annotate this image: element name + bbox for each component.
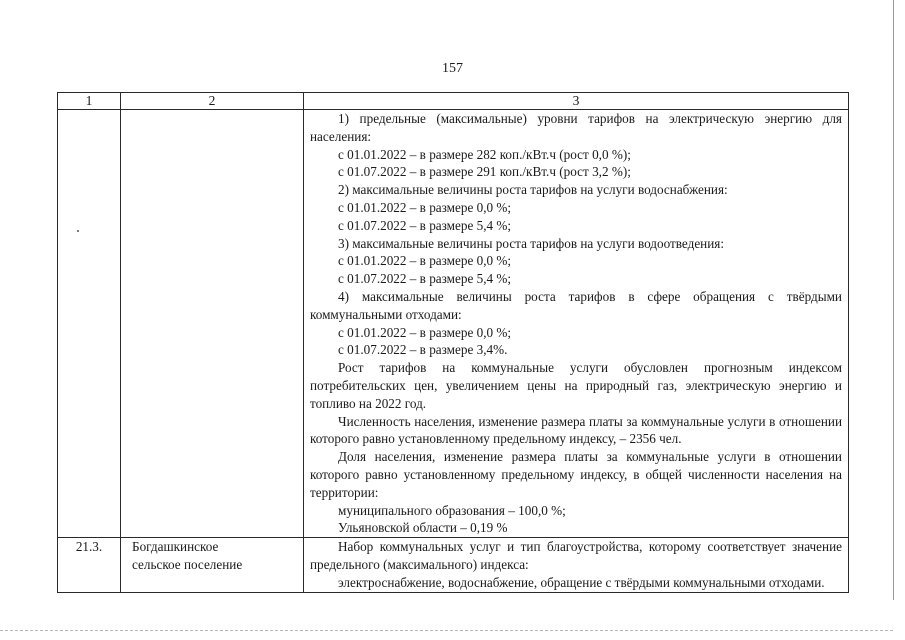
municipality-name-line: Богдашкинское: [132, 539, 219, 555]
tariff-line: с 01.07.2022 – в размере 291 коп./кВт.ч (рост 3,2 %);: [338, 164, 631, 180]
tariff-line: с 01.01.2022 – в размере 282 коп./кВт.ч (рост 0,0 %);: [338, 146, 631, 162]
population-share-line: муниципального образования – 100,0 %;: [338, 502, 566, 518]
tariff-water-supply-heading: 2) максимальные величины роста тарифов на услуги водоснабжения:: [338, 182, 728, 198]
tariff-line: с 01.07.2022 – в размере 3,4%.: [338, 342, 508, 358]
municipality-name-line: сельское поселение: [132, 556, 243, 572]
page-number: 157: [442, 61, 463, 76]
tariff-electricity-heading: 1) предельные (максимальные) уровни тарифов на электрическую энергию для населения:: [310, 111, 842, 144]
row-number-cell: [58, 110, 121, 538]
table-row: [58, 538, 849, 592]
municipality-name-cell: [121, 110, 304, 538]
services-list: электроснабжение, водоснабжение, обращение с твёрдыми коммунальными отходами.: [338, 574, 825, 590]
table-row: [58, 110, 849, 538]
municipality-name-cell: [121, 538, 304, 592]
tariff-line: с 01.01.2022 – в размере 0,0 %;: [338, 199, 512, 215]
tariff-line: с 01.07.2022 – в размере 5,4 %;: [338, 271, 512, 287]
tariff-table: [57, 92, 849, 593]
tariff-growth-reason: Рост тарифов на коммунальные услуги обусловлен прогнозным индексом потребительских цен, увеличением цены на природный газ, электрическую энергию и топливо на 2022 год.: [310, 360, 842, 411]
services-set-heading: Набор коммунальных услуг и тип благоустройства, которому соответствует значение предельного (максимального) индекса:: [310, 539, 842, 572]
tariff-sewerage-heading: 3) максимальные величины роста тарифов на услуги водоотведения:: [338, 235, 725, 251]
tariff-content-cell: [304, 110, 849, 538]
page-edge-bottom: [0, 630, 893, 631]
population-share-heading: Доля населения, изменение размера платы за коммунальные услуги в отношении которого равно установленному предельному индексу, в общей численности населения на территории:: [310, 449, 842, 500]
tariff-line: с 01.01.2022 – в размере 0,0 %;: [338, 324, 512, 340]
tariff-line: с 01.01.2022 – в размере 0,0 %;: [338, 253, 512, 269]
table-header-row: [58, 93, 849, 110]
page-edge-right: [893, 0, 894, 600]
tariff-content-cell: [304, 538, 849, 592]
header-col-3: 3: [304, 93, 849, 110]
population-count: Численность населения, изменение размера платы за коммунальные услуги в отношении которого равно установленному предельному индексу, – 2356 чел.: [310, 413, 842, 447]
tariff-waste-heading: 4) максимальные величины роста тарифов в сфере обращения с твёрдыми коммунальными отходами:: [310, 288, 842, 322]
tariff-line: с 01.07.2022 – в размере 5,4 %;: [338, 217, 512, 233]
population-share-line: Ульяновской области – 0,19 %: [338, 520, 508, 536]
header-col-2: 2: [121, 93, 304, 110]
row-number-cell: 21.3.: [58, 538, 121, 592]
header-col-1: 1: [58, 93, 121, 110]
